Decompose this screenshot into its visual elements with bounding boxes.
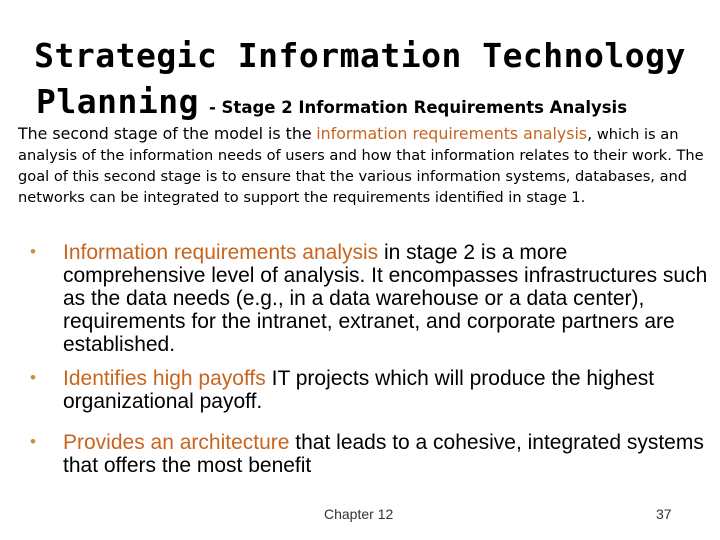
- slide-title-main: Planning: [36, 82, 199, 121]
- bullet-icon: •: [30, 432, 36, 451]
- bullet-1-highlight: Information requirements analysis: [63, 241, 379, 264]
- footer-page-number: 37: [656, 506, 672, 522]
- bullet-2-text: IT projects which will produce the highest organizational payoff.: [63, 367, 655, 413]
- slide-title-subtitle: - Stage 2 Information Requirements Analysis: [208, 98, 628, 117]
- intro-continuation: which is an analysis of the information needs of users and how that information relates to their work. The goal of this second stage is to ensure that the various information systems, databases, and networks can be integrated to support the requirements identified in stage 1.: [18, 126, 704, 206]
- intro-paragraph: [18, 123, 716, 208]
- bullet-item-2: [30, 367, 712, 413]
- bullet-3-highlight: Provides an architecture: [63, 431, 290, 454]
- bullet-2-highlight: Identifies high payoffs: [63, 367, 266, 390]
- bullet-3-text: that leads to a cohesive, integrated systems that offers the most benefit: [63, 431, 704, 477]
- bullet-item-1: [30, 241, 712, 356]
- intro-text-before: The second stage of the model is the: [18, 124, 312, 143]
- slide-title-line2: [36, 82, 627, 121]
- bullet-1-text: in stage 2 is a more comprehensive level of analysis. It encompasses infrastructures such as the data needs (e.g., in a data warehouse or a data center), requirements for the intranet, extranet, and corporate partners are established.: [63, 241, 708, 356]
- bullet-icon: •: [30, 242, 36, 261]
- bullet-list: [30, 241, 712, 477]
- intro-highlight: information requirements analysis: [316, 124, 588, 143]
- bullet-item-3: [30, 431, 712, 477]
- intro-comma: ,: [587, 124, 593, 143]
- footer-chapter: Chapter 12: [324, 506, 394, 522]
- bullet-icon: •: [30, 368, 36, 387]
- slide-title-line1: Strategic Information Technology: [34, 36, 686, 75]
